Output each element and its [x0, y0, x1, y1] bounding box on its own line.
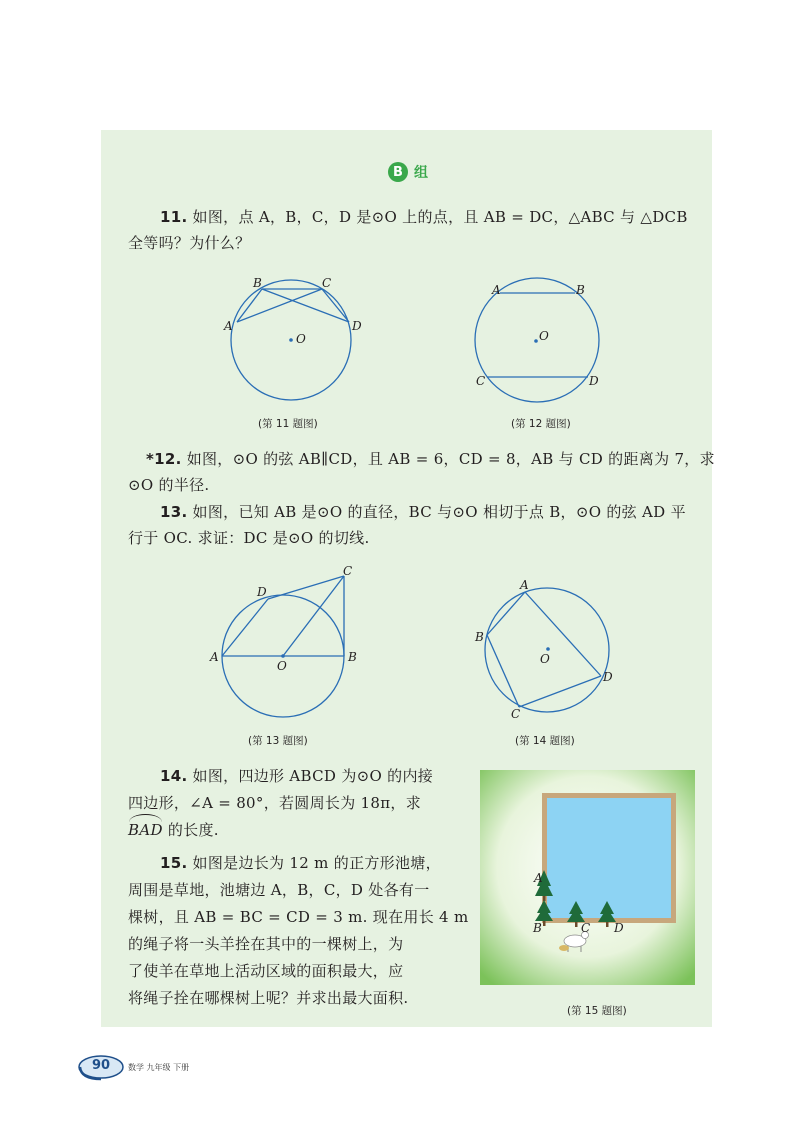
label-C: C	[343, 564, 353, 578]
question-12	[146, 446, 715, 473]
label-B: B	[348, 650, 357, 664]
question-text: 的长度.	[162, 821, 219, 839]
pond	[547, 798, 671, 918]
label-D: D	[589, 374, 599, 388]
figure-12	[465, 270, 615, 410]
question-text: 如图，已知 AB 是⊙O 的直径，BC 与⊙O 相切于点 B，⊙O 的弦 AD 平	[187, 503, 686, 521]
question-text: 如图，点 A，B，C，D 是⊙O 上的点，且 AB = DC，△ABC 与 △DCB	[187, 208, 688, 226]
label-A: A	[210, 650, 219, 664]
label-A: A	[520, 578, 529, 592]
group-badge: B	[388, 162, 408, 182]
question-12-line2: ⊙O 的半径.	[128, 476, 210, 494]
question-number: 14.	[160, 767, 188, 785]
question-number: 11.	[160, 208, 188, 226]
label-D: D	[352, 319, 362, 333]
question-text: 如图是边长为 12 m 的正方形池塘，	[187, 854, 441, 872]
label-B: B	[533, 921, 542, 935]
book-title: 数学 九年级 下册	[128, 1063, 190, 1072]
question-number: 13.	[160, 503, 188, 521]
question-15-line5: 了使羊在草地上活动区域的面积最大，应	[128, 962, 404, 980]
label-A: A	[224, 319, 233, 333]
page-number: 90	[92, 1058, 111, 1073]
question-15-line3: 棵树，且 AB = BC = CD = 3 m. 现在用长 4 m	[128, 908, 469, 926]
question-11	[160, 204, 688, 231]
question-15-line4: 的绳子将一头羊拴在其中的一棵树上，为	[128, 935, 404, 953]
label-C: C	[476, 374, 486, 388]
label-O: O	[296, 332, 306, 346]
label-C: C	[322, 276, 332, 290]
figure-14-caption: (第 14 题图)	[515, 735, 575, 747]
label-C: C	[511, 707, 521, 721]
question-text: 如图，四边形 ABCD 为⊙O 的内接	[187, 767, 434, 785]
label-C: C	[581, 921, 591, 935]
label-O: O	[539, 329, 549, 343]
label-D: D	[614, 921, 624, 935]
question-11-line2: 全等吗？为什么？	[128, 234, 251, 252]
figure-13-caption: (第 13 题图)	[248, 735, 308, 747]
question-number: *12.	[146, 450, 182, 468]
question-13	[160, 499, 686, 526]
label-B: B	[475, 630, 484, 644]
group-heading	[388, 161, 428, 183]
question-15-line6: 将绳子拴在哪棵树上呢？并求出最大面积.	[128, 989, 409, 1007]
arc-notation: BAD	[128, 817, 163, 844]
figure-15	[480, 770, 695, 985]
question-15	[160, 850, 441, 877]
figure-11-caption: (第 11 题图)	[258, 418, 318, 430]
figure-12-caption: (第 12 题图)	[511, 418, 571, 430]
label-A: A	[534, 871, 543, 885]
figure-11	[210, 270, 370, 410]
question-14	[160, 763, 433, 790]
label-O: O	[277, 659, 287, 673]
question-15-line2: 周围是草地，池塘边 A，B，C，D 处各有一	[128, 881, 430, 899]
label-B: B	[253, 276, 262, 290]
label-D: D	[603, 670, 613, 684]
label-O: O	[540, 652, 550, 666]
figure-13	[205, 562, 370, 727]
question-text: 如图，⊙O 的弦 AB∥CD，且 AB = 6，CD = 8，AB 与 CD 的距离为 7，求	[181, 450, 715, 468]
label-A: A	[492, 283, 501, 297]
question-14-line2: 四边形，∠A = 80°，若圆周长为 18π，求	[128, 794, 422, 812]
figure-15-caption: (第 15 题图)	[567, 1005, 627, 1017]
label-B: B	[576, 283, 585, 297]
question-13-line2: 行于 OC. 求证：DC 是⊙O 的切线.	[128, 529, 370, 547]
question-number: 15.	[160, 854, 188, 872]
label-D: D	[257, 585, 267, 599]
group-label: 组	[414, 165, 428, 181]
question-14-line3	[128, 817, 219, 844]
figure-14	[465, 575, 625, 725]
